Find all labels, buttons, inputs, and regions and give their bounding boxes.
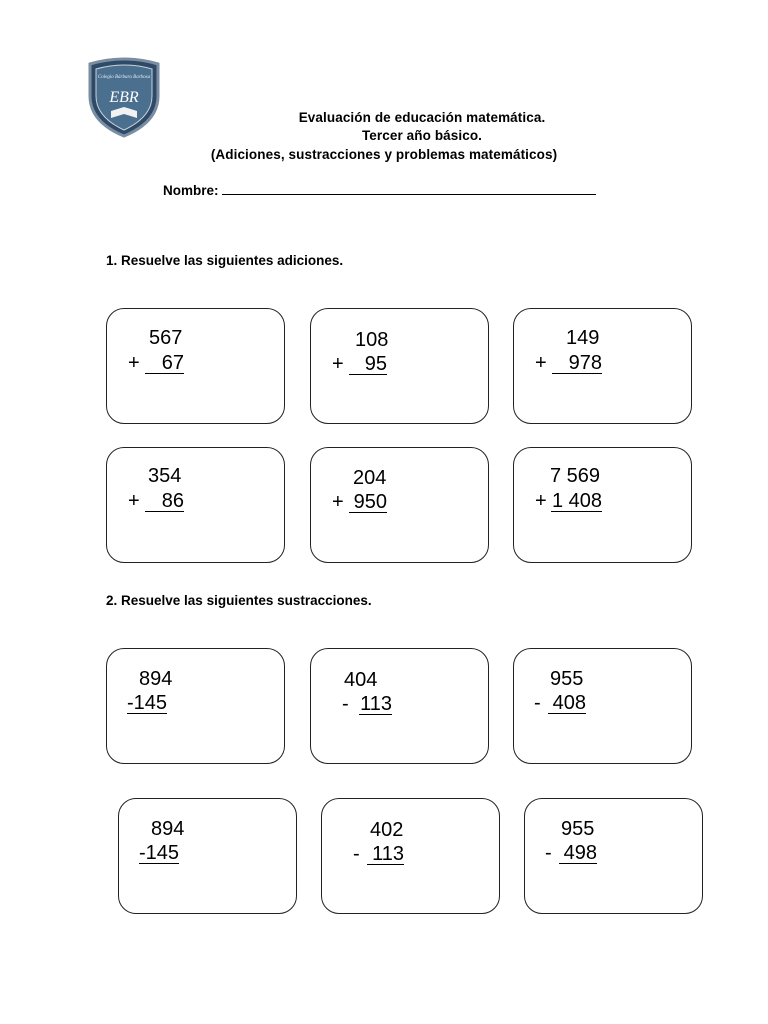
problem-bottom-number: 1 408 bbox=[551, 490, 602, 512]
problem-bottom-number: 408 bbox=[548, 694, 586, 714]
problem-top-number: 955 bbox=[550, 668, 584, 690]
problem-operator: - bbox=[139, 842, 146, 864]
problem-bottom-number: 978 bbox=[552, 354, 602, 374]
problem-top-number: 955 bbox=[561, 818, 595, 840]
problem-top-number: 567 bbox=[149, 327, 183, 349]
subtraction-problem-box[interactable] bbox=[321, 798, 500, 914]
problem-operator: + bbox=[128, 352, 140, 374]
addition-problem-box[interactable] bbox=[106, 308, 285, 424]
problem-top-number: 108 bbox=[355, 329, 389, 351]
subtraction-problem-box[interactable] bbox=[118, 798, 297, 914]
exam-topics: (Adiciones, sustracciones y problemas matemáticos) bbox=[210, 147, 558, 162]
problem-top-number: 894 bbox=[151, 818, 185, 840]
addition-problem-box[interactable] bbox=[310, 447, 489, 563]
problem-operator: - bbox=[545, 842, 552, 864]
problem-operator: + bbox=[332, 491, 344, 513]
problem-bottom-number: 498 bbox=[559, 844, 597, 864]
problem-top-number: 894 bbox=[139, 668, 173, 690]
problem-bottom-number: 67 bbox=[145, 354, 184, 374]
problem-top-number: 354 bbox=[148, 465, 182, 487]
problem-operator: + bbox=[535, 352, 547, 374]
problem-top-number: 149 bbox=[566, 327, 600, 349]
problem-top-number: 404 bbox=[344, 669, 378, 691]
crest-school-name: Colegio Bárbara Barbosa bbox=[97, 75, 151, 80]
section2-instruction: 2. Resuelve las siguientes sustracciones. bbox=[106, 593, 372, 608]
name-field[interactable] bbox=[163, 181, 596, 198]
subtraction-problem-box[interactable] bbox=[310, 648, 489, 764]
problem-bottom-number: 145 bbox=[133, 692, 168, 714]
problem-top-number: 204 bbox=[353, 467, 387, 489]
problem-top-number: 402 bbox=[370, 819, 404, 841]
exam-title: Evaluación de educación matemática. bbox=[298, 110, 546, 125]
exam-grade: Tercer año básico. bbox=[361, 128, 483, 143]
addition-problem-box[interactable] bbox=[513, 447, 692, 563]
problem-bottom-number: 145 bbox=[145, 842, 180, 864]
section1-instruction: 1. Resuelve las siguientes adiciones. bbox=[106, 253, 344, 268]
problem-bottom-number: 113 bbox=[367, 845, 404, 865]
problem-operator: - bbox=[534, 692, 541, 714]
addition-problem-box[interactable] bbox=[106, 447, 285, 563]
problem-operator: + bbox=[128, 490, 140, 512]
subtraction-problem-box[interactable] bbox=[513, 648, 692, 764]
problem-bottom-number: 86 bbox=[145, 492, 184, 512]
problem-bottom-number: 113 bbox=[360, 693, 392, 715]
problem-operator: - bbox=[353, 843, 360, 865]
problem-bottom-number: 950 bbox=[349, 493, 387, 513]
problem-operator: + bbox=[332, 353, 344, 375]
addition-problem-box[interactable] bbox=[310, 308, 489, 424]
subtraction-problem-box[interactable] bbox=[106, 648, 285, 764]
name-label: Nombre: bbox=[163, 183, 219, 198]
problem-operator: - bbox=[127, 692, 134, 714]
subtraction-problem-box[interactable] bbox=[524, 798, 703, 914]
crest-monogram: EBR bbox=[109, 89, 139, 106]
problem-operator: - bbox=[342, 693, 349, 715]
problem-bottom-number: 95 bbox=[349, 355, 387, 375]
problem-top-number: 7 569 bbox=[550, 465, 601, 487]
name-blank-line[interactable] bbox=[222, 181, 596, 195]
addition-problem-box[interactable] bbox=[513, 308, 692, 424]
problem-operator: + bbox=[535, 490, 547, 512]
